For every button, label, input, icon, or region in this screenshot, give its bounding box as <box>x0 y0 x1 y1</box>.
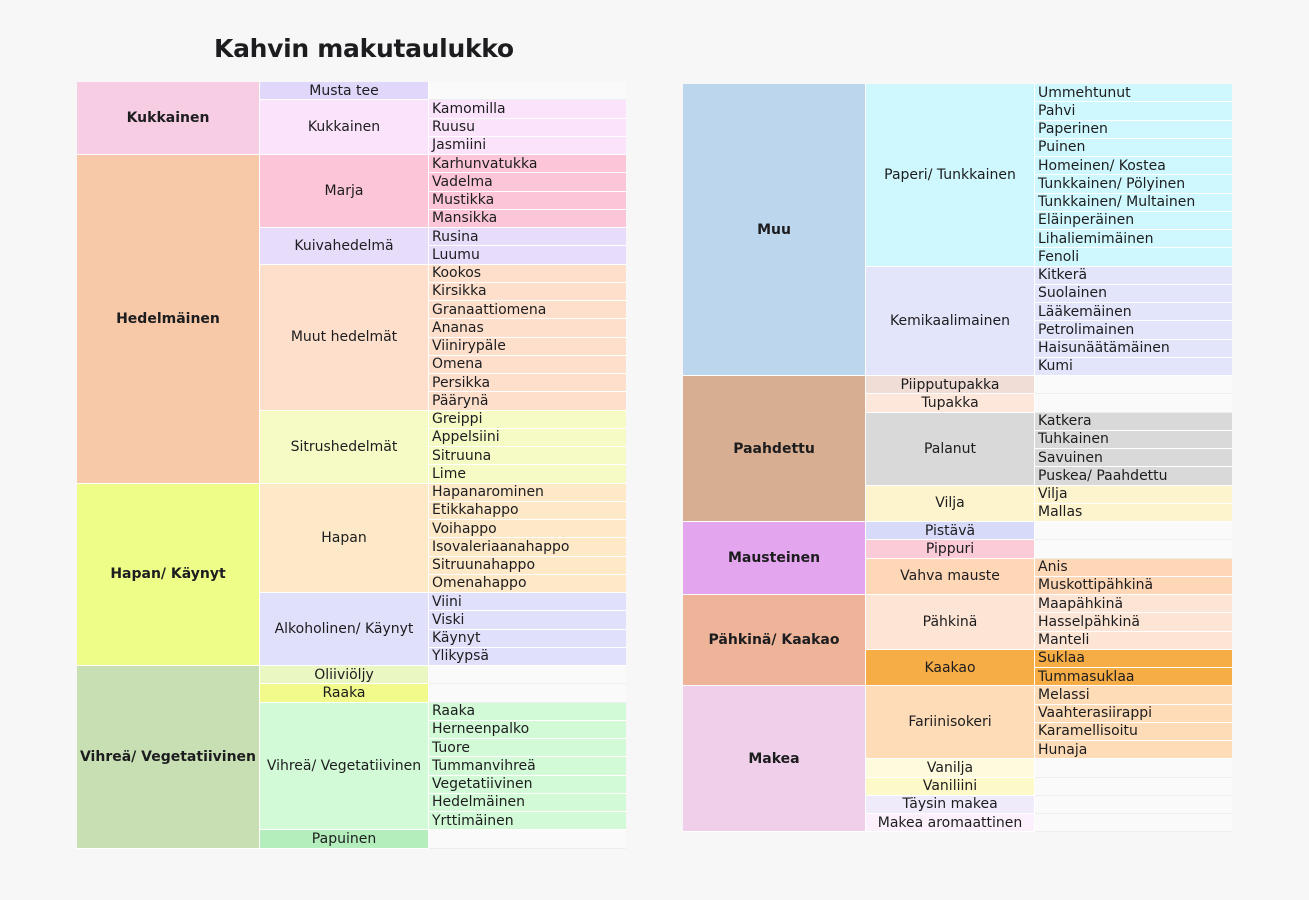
empty-cell <box>429 82 626 100</box>
flavor-tuhkainen: Tuhkainen <box>1035 431 1232 449</box>
flavor-ananas: Ananas <box>429 319 626 337</box>
flavor-tuore: Tuore <box>429 739 626 757</box>
flavor-mansikka: Mansikka <box>429 210 626 228</box>
flavor-lime: Lime <box>429 465 626 483</box>
empty-cell <box>429 684 626 702</box>
flavor-anis: Anis <box>1035 559 1232 577</box>
flavor-viini: Viini <box>429 593 626 611</box>
subcategory-pähkinä: Pähkinä <box>866 595 1035 650</box>
flavor-manteli: Manteli <box>1035 632 1232 650</box>
subcategory-pistävä: Pistävä <box>866 522 1035 540</box>
subcategory-vihreä-vegetatiivinen: Vihreä/ Vegetatiivinen <box>260 703 429 831</box>
left-flavor-table <box>77 82 626 849</box>
right-flavor-table <box>683 84 1232 832</box>
flavor-lääkemäinen: Lääkemäinen <box>1035 303 1232 321</box>
subcategory-musta-tee: Musta tee <box>260 82 429 100</box>
flavor-ruusu: Ruusu <box>429 119 626 137</box>
flavor-eläinperäinen: Eläinperäinen <box>1035 212 1232 230</box>
subcategory-vahva-mauste: Vahva mauste <box>866 559 1035 596</box>
flavor-raaka: Raaka <box>429 703 626 721</box>
subcategory-fariinisokeri: Fariinisokeri <box>866 686 1035 759</box>
empty-cell <box>429 666 626 684</box>
flavor-lihaliemimäinen: Lihaliemimäinen <box>1035 230 1232 248</box>
flavor-yrttimäinen: Yrttimäinen <box>429 812 626 830</box>
flavor-käynyt: Käynyt <box>429 630 626 648</box>
flavor-tummanvihreä: Tummanvihreä <box>429 757 626 775</box>
flavor-pahvi: Pahvi <box>1035 102 1232 120</box>
flavor-hasselpähkinä: Hasselpähkinä <box>1035 613 1232 631</box>
subcategory-paperi-tunkkainen: Paperi/ Tunkkainen <box>866 84 1035 267</box>
flavor-homeinen-kostea: Homeinen/ Kostea <box>1035 157 1232 175</box>
subcategory-alkoholinen-käynyt: Alkoholinen/ Käynyt <box>260 593 429 666</box>
flavor-karamellisoitu: Karamellisoitu <box>1035 723 1232 741</box>
flavor-puinen: Puinen <box>1035 139 1232 157</box>
flavor-herneenpalko: Herneenpalko <box>429 721 626 739</box>
subcategory-vilja: Vilja <box>866 486 1035 523</box>
subcategory-palanut: Palanut <box>866 413 1035 486</box>
flavor-omenahappo: Omenahappo <box>429 575 626 593</box>
flavor-fenoli: Fenoli <box>1035 248 1232 266</box>
flavor-viski: Viski <box>429 611 626 629</box>
flavor-petrolimainen: Petrolimainen <box>1035 321 1232 339</box>
subcategory-vaniliini: Vaniliini <box>866 778 1035 796</box>
flavor-kookos: Kookos <box>429 265 626 283</box>
empty-cell <box>1035 796 1232 814</box>
flavor-luumu: Luumu <box>429 246 626 264</box>
chart-title: Kahvin makutaulukko <box>214 34 514 63</box>
flavor-päärynä: Päärynä <box>429 392 626 410</box>
flavor-suklaa: Suklaa <box>1035 650 1232 668</box>
subcategory-hapan: Hapan <box>260 484 429 594</box>
category-makea: Makea <box>683 686 866 832</box>
flavor-isovaleriaanahappo: Isovaleriaanahappo <box>429 538 626 556</box>
flavor-kumi: Kumi <box>1035 358 1232 376</box>
flavor-ylikypsä: Ylikypsä <box>429 648 626 666</box>
flavor-tummasuklaa: Tummasuklaa <box>1035 668 1232 686</box>
empty-cell <box>1035 540 1232 558</box>
flavor-vadelma: Vadelma <box>429 173 626 191</box>
flavor-paperinen: Paperinen <box>1035 121 1232 139</box>
flavor-kamomilla: Kamomilla <box>429 100 626 118</box>
flavor-mustikka: Mustikka <box>429 192 626 210</box>
category-mausteinen: Mausteinen <box>683 522 866 595</box>
subcategory-kemikaalimainen: Kemikaalimainen <box>866 267 1035 377</box>
flavor-vilja: Vilja <box>1035 486 1232 504</box>
flavor-etikkahappo: Etikkahappo <box>429 502 626 520</box>
category-hedelmäinen: Hedelmäinen <box>77 155 260 484</box>
flavor-katkera: Katkera <box>1035 413 1232 431</box>
subcategory-kaakao: Kaakao <box>866 650 1035 687</box>
subcategory-täysin-makea: Täysin makea <box>866 796 1035 814</box>
subcategory-pippuri: Pippuri <box>866 540 1035 558</box>
empty-cell <box>1035 759 1232 777</box>
flavor-greippi: Greippi <box>429 411 626 429</box>
flavor-rusina: Rusina <box>429 228 626 246</box>
category-kukkainen: Kukkainen <box>77 82 260 155</box>
subcategory-kuivahedelmä: Kuivahedelmä <box>260 228 429 265</box>
subcategory-marja: Marja <box>260 155 429 228</box>
flavor-hunaja: Hunaja <box>1035 741 1232 759</box>
flavor-melassi: Melassi <box>1035 686 1232 704</box>
category-hapan-käynyt: Hapan/ Käynyt <box>77 484 260 667</box>
category-pähkinä-kaakao: Pähkinä/ Kaakao <box>683 595 866 686</box>
subcategory-kukkainen: Kukkainen <box>260 100 429 155</box>
flavor-kitkerä: Kitkerä <box>1035 267 1232 285</box>
flavor-tunkkainen-multainen: Tunkkainen/ Multainen <box>1035 194 1232 212</box>
flavor-puskea-paahdettu: Puskea/ Paahdettu <box>1035 467 1232 485</box>
empty-cell <box>1035 778 1232 796</box>
flavor-vaahterasiirappi: Vaahterasiirappi <box>1035 705 1232 723</box>
flavor-ummehtunut: Ummehtunut <box>1035 84 1232 102</box>
flavor-jasmiini: Jasmiini <box>429 137 626 155</box>
subcategory-papuinen: Papuinen <box>260 830 429 848</box>
flavor-mallas: Mallas <box>1035 504 1232 522</box>
subcategory-piipputupakka: Piipputupakka <box>866 376 1035 394</box>
flavor-omena: Omena <box>429 356 626 374</box>
flavor-karhunvatukka: Karhunvatukka <box>429 155 626 173</box>
empty-cell <box>1035 394 1232 412</box>
category-vihreä-vegetatiivinen: Vihreä/ Vegetatiivinen <box>77 666 260 849</box>
flavor-voihappo: Voihappo <box>429 520 626 538</box>
empty-cell <box>1035 522 1232 540</box>
flavor-appelsiini: Appelsiini <box>429 429 626 447</box>
subcategory-sitrushedelmät: Sitrushedelmät <box>260 411 429 484</box>
flavor-persikka: Persikka <box>429 374 626 392</box>
flavor-hedelmäinen: Hedelmäinen <box>429 794 626 812</box>
flavor-savuinen: Savuinen <box>1035 449 1232 467</box>
flavor-tunkkainen-pölyinen: Tunkkainen/ Pölyinen <box>1035 175 1232 193</box>
category-paahdettu: Paahdettu <box>683 376 866 522</box>
subcategory-vanilja: Vanilja <box>866 759 1035 777</box>
flavor-hapanarominen: Hapanarominen <box>429 484 626 502</box>
flavor-muskottipähkinä: Muskottipähkinä <box>1035 577 1232 595</box>
subcategory-oliiviöljy: Oliiviöljy <box>260 666 429 684</box>
subcategory-makea-aromaattinen: Makea aromaattinen <box>866 814 1035 832</box>
subcategory-tupakka: Tupakka <box>866 394 1035 412</box>
flavor-maapähkinä: Maapähkinä <box>1035 595 1232 613</box>
empty-cell <box>1035 376 1232 394</box>
category-muu: Muu <box>683 84 866 376</box>
subcategory-raaka: Raaka <box>260 684 429 702</box>
flavor-suolainen: Suolainen <box>1035 285 1232 303</box>
flavor-haisunäätämäinen: Haisunäätämäinen <box>1035 340 1232 358</box>
flavor-sitruunahappo: Sitruunahappo <box>429 557 626 575</box>
flavor-kirsikka: Kirsikka <box>429 283 626 301</box>
flavor-vegetatiivinen: Vegetatiivinen <box>429 776 626 794</box>
empty-cell <box>1035 814 1232 832</box>
flavor-viinirypäle: Viinirypäle <box>429 338 626 356</box>
flavor-sitruuna: Sitruuna <box>429 447 626 465</box>
flavor-granaattiomena: Granaattiomena <box>429 301 626 319</box>
empty-cell <box>429 830 626 848</box>
subcategory-muut-hedelmät: Muut hedelmät <box>260 265 429 411</box>
